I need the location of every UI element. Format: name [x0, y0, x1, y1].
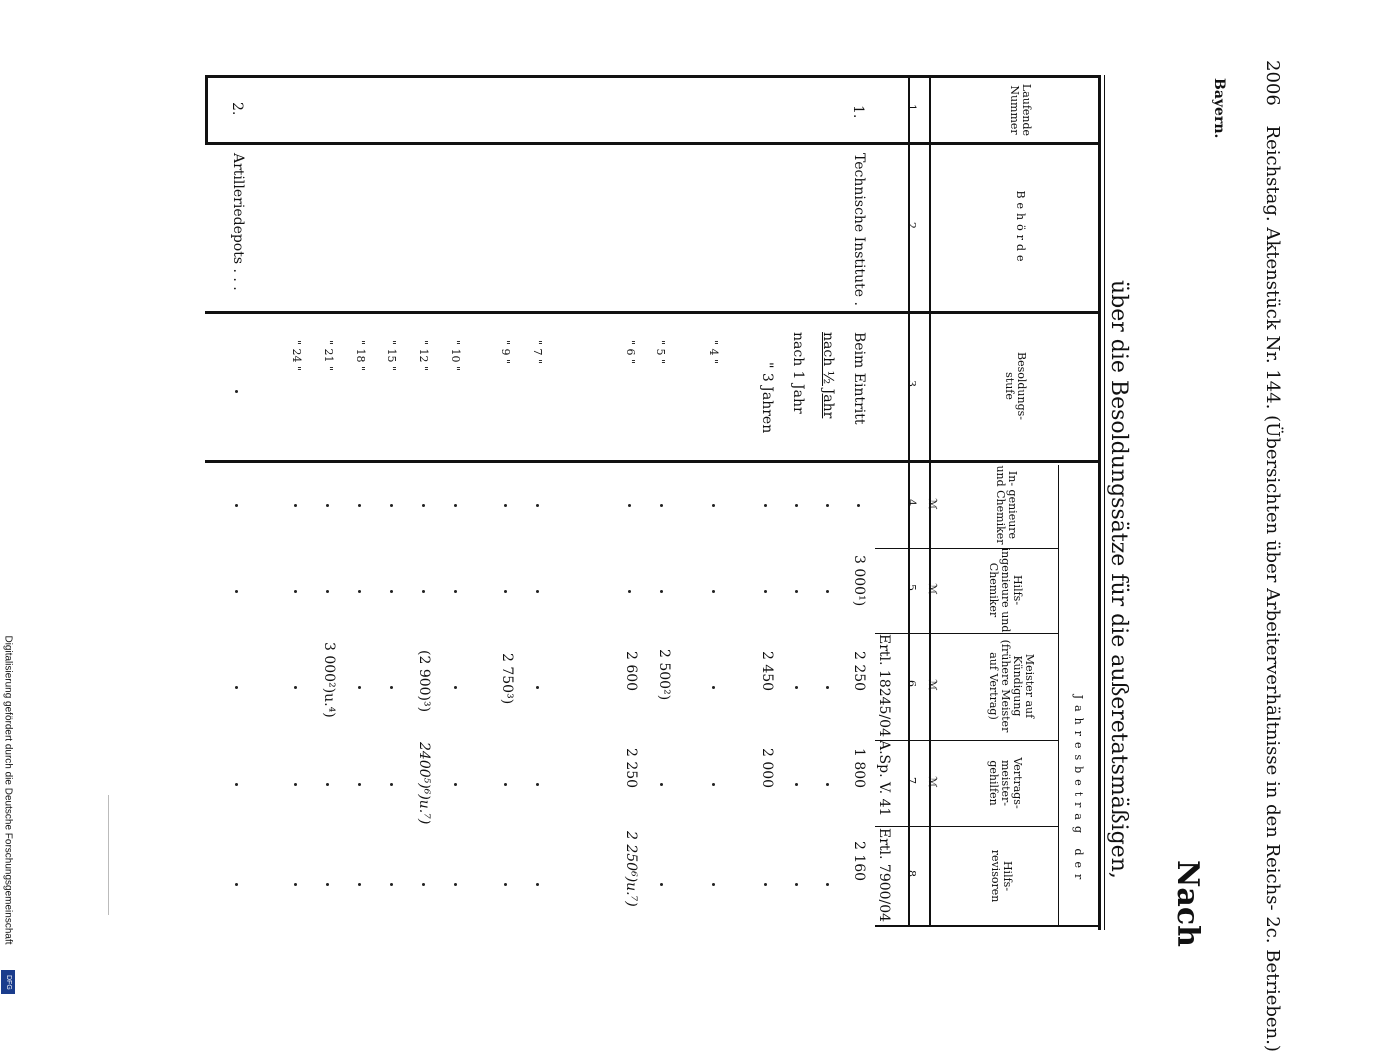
table-top-rule: [1098, 75, 1101, 930]
row1-number: 1.: [850, 105, 866, 119]
running-title: Reichstag. Aktenstück Nr. 144. (Übersichten über Arbeiterverhältnisse in den Reichs- 2c. Betrieben.): [1262, 125, 1283, 1052]
c6-val-1: 2 450: [759, 651, 775, 692]
c6-val-0: 2 250: [851, 651, 867, 692]
c6-val-6: 3 000²)u.⁴): [321, 642, 337, 718]
stufe-10: " 12 ": [417, 340, 430, 372]
row-sep: [875, 925, 1101, 927]
row-number-border: [205, 75, 1100, 78]
stufe-0: Beim Eintritt: [851, 332, 867, 425]
table-top-rule-thin: [1104, 75, 1105, 930]
running-header: [1257, 60, 1283, 1052]
table-left-border: [205, 75, 208, 145]
stufe-8: " 9 ": [499, 340, 512, 365]
colnum-5: 5: [905, 584, 918, 591]
colnum-8: 8: [905, 870, 918, 877]
margin-rule: [108, 795, 109, 915]
currency-c4: ℳ: [926, 498, 939, 510]
currency-c5: ℳ: [926, 583, 939, 595]
c6-val-4: 2 750³): [499, 653, 515, 705]
stufe-11: " 15 ": [385, 340, 398, 372]
stufe-3: " 3 Jahren: [759, 362, 775, 434]
stufe-2: nach 1 Jahr: [790, 332, 806, 414]
row1-c5-first: 3 000¹): [851, 555, 867, 607]
ref-c6: Ertl. 18245/04: [876, 634, 892, 737]
stufe-6: " 6 ": [624, 340, 637, 365]
state-label: Bayern.: [1211, 78, 1227, 139]
c7-val-1: 2 000: [759, 748, 775, 789]
stufe-14: " 24 ": [290, 340, 303, 372]
header-group-jahresbetrag: Jahresbetrag der: [1072, 694, 1085, 886]
header-hilfsrevisoren: Hilfs- revisoren: [989, 849, 1014, 903]
dfg-credit-text: Digitalisierung gefördert durch die Deutsche Forschungsgemeinschaft: [2, 635, 14, 945]
header-hilfsingenieure: Hilfs- ingenieure und Chemiker: [987, 547, 1024, 633]
col-sep-2-3: [205, 311, 1100, 314]
group-rule: [1058, 465, 1059, 925]
header-ingenieure: In- genieure und Chemiker: [994, 465, 1019, 545]
c7-val-2: 2 250: [623, 748, 639, 789]
colnum-6: 6: [905, 680, 918, 687]
stufe-13: " 21 ": [322, 340, 335, 372]
currency-c6: ℳ: [926, 679, 939, 691]
section-heading-line: über die Besoldungssätze für die außeretatsmäßigen,: [1106, 280, 1131, 879]
header-besoldungsstufe: Besoldungs- stufe: [1003, 352, 1028, 420]
stufe-1: nach ½ Jahr: [820, 332, 836, 419]
colnum-1: 1: [905, 104, 918, 111]
dfg-logo: DFG: [1, 970, 15, 994]
stufe-5: " 5 ": [654, 340, 667, 365]
c8-val-0: 2 160: [851, 841, 867, 882]
section-heading-big: Nach: [1170, 860, 1205, 947]
ref-c8: Ertl. 7900/04: [876, 828, 892, 923]
colnum-2: 2: [905, 222, 918, 229]
c8-val-1: 2 250⁶)u.⁷): [623, 831, 639, 907]
c6-val-5: (2 900)³): [416, 650, 432, 713]
stufe-12: " 18 ": [354, 340, 367, 372]
colnum-7: 7: [905, 777, 918, 784]
header-vertragsmeistergehilfen: Vertrags- meister- gehilfen: [987, 757, 1024, 809]
header-laufende-nummer: Laufende Nummer: [1008, 83, 1033, 137]
dfg-credit: [0, 600, 16, 995]
c6-val-3: 2 600: [623, 651, 639, 692]
stufe-4: " 4 ": [707, 340, 720, 365]
header-behoerde: Behörde: [1014, 190, 1027, 266]
colnum-4: 4: [905, 499, 918, 506]
row2-authority: Artilleriedepots . . .: [230, 153, 246, 291]
c7-val-3: 2400⁵)⁶)u.⁷): [416, 742, 432, 825]
row1-authority: Technische Institute .: [851, 153, 867, 306]
header-meister: Meister auf Kündigung (frühere Meister auf Vertrag): [987, 639, 1036, 733]
col-sep-3-4: [205, 460, 1100, 463]
currency-c7: ℳ: [926, 776, 939, 788]
c7-val-0: 1 800: [851, 748, 867, 789]
page-number: 2006: [1262, 60, 1283, 106]
ref-c7: A.Sp. V. 41: [876, 740, 892, 817]
stufe-7: " 7 ": [531, 340, 544, 365]
colnum-3: 3: [905, 380, 918, 387]
row2-number: 2.: [229, 102, 245, 116]
c6-val-2: 2 500²): [656, 649, 672, 701]
stufe-9: " 10 ": [449, 340, 462, 372]
col-sep-1-2: [208, 142, 1100, 145]
